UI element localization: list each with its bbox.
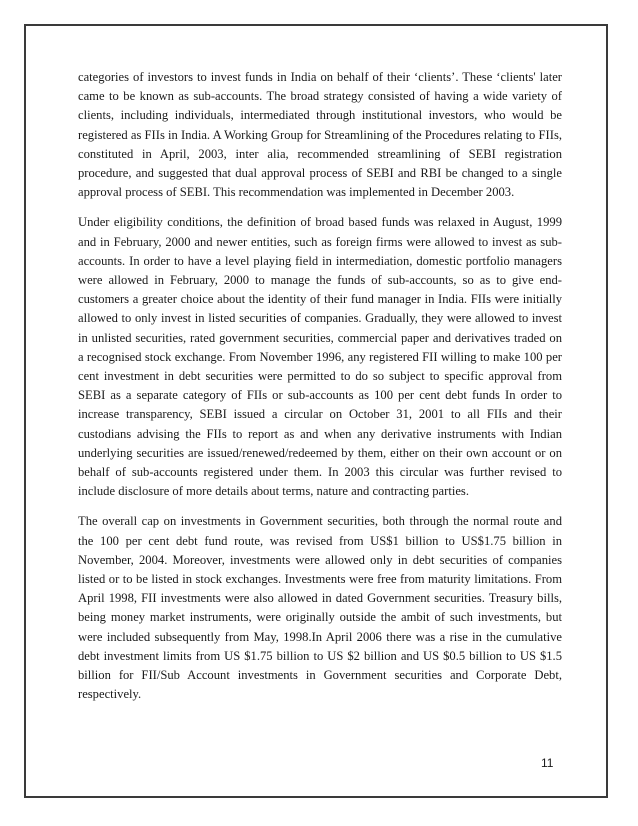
paragraph-1: categories of investors to invest funds in India on behalf of their ‘clients’. These ‘clients' later came to be known as sub-accounts. The broad strategy consisted of having a wide variety of clients, including individuals, intermediated through institutional investors, who would be registered as FIIs in India. A Working Group for Streamlining of the Procedures relating to FIIs, constituted in April, 2003, inter alia, recommended streamlining of SEBI registration procedure, and suggested that dual approval process of SEBI and RBI be changed to a single approval process of SEBI. This recommendation was implemented in December 2003. (78, 70, 562, 200)
document-body (78, 68, 562, 716)
paragraph-2: Under eligibility conditions, the definition of broad based funds was relaxed in August, 1999 and in February, 2000 and newer entities, such as foreign firms were allowed to invest as sub-accounts. In order to have a level playing field in intermediation, domestic portfolio managers were allowed in February, 2000 to manage the funds of sub-accounts, so as to give end-customers a greater choice about the identity of their fund manager in India. FIIs were initially allowed to only invest in listed securities of companies. Gradually, they were allowed to invest in unlisted securities, rated government securities, commercial paper and derivatives traded on a recognised stock exchange. From November 1996, any registered FII willing to make 100 per cent investment in debt securities were permitted to do so subject to specific approval from SEBI as a separate category of FIIs or sub-accounts as 100 per cent debt funds In order to increase transparency, SEBI issued a circular on October 31, 2001 to all FIIs and their custodians advising the FIIs to report as and when any derivative instruments with Indian underlying securities are issued/renewed/redeemed by them, either on their own account or on behalf of sub-accounts registered under them. In 2003 this circular was further revised to include disclosure of more details about terms, nature and contracting parties. (78, 215, 562, 499)
paragraph-3: The overall cap on investments in Government securities, both through the normal route and the 100 per cent debt fund route, was revised from US$1 billion to US$1.75 billion in November, 2004. Moreover, investments were allowed only in debt securities of companies listed or to be listed in stock exchanges. Investments were free from maturity limitations. From April 1998, FII investments were also allowed in dated Government securities. Treasury bills, being money market instruments, were originally outside the ambit of such investments, but were included subsequently from May, 1998.In April 2006 there was a rise in the cumulative debt investment limits from US $1.75 billion to US $2 billion and US $0.5 billion to US $1.5 billion for FII/Sub Account investments in Government securities and Corporate Debt, respectively. (78, 514, 562, 702)
page-number: 11 (541, 756, 554, 770)
